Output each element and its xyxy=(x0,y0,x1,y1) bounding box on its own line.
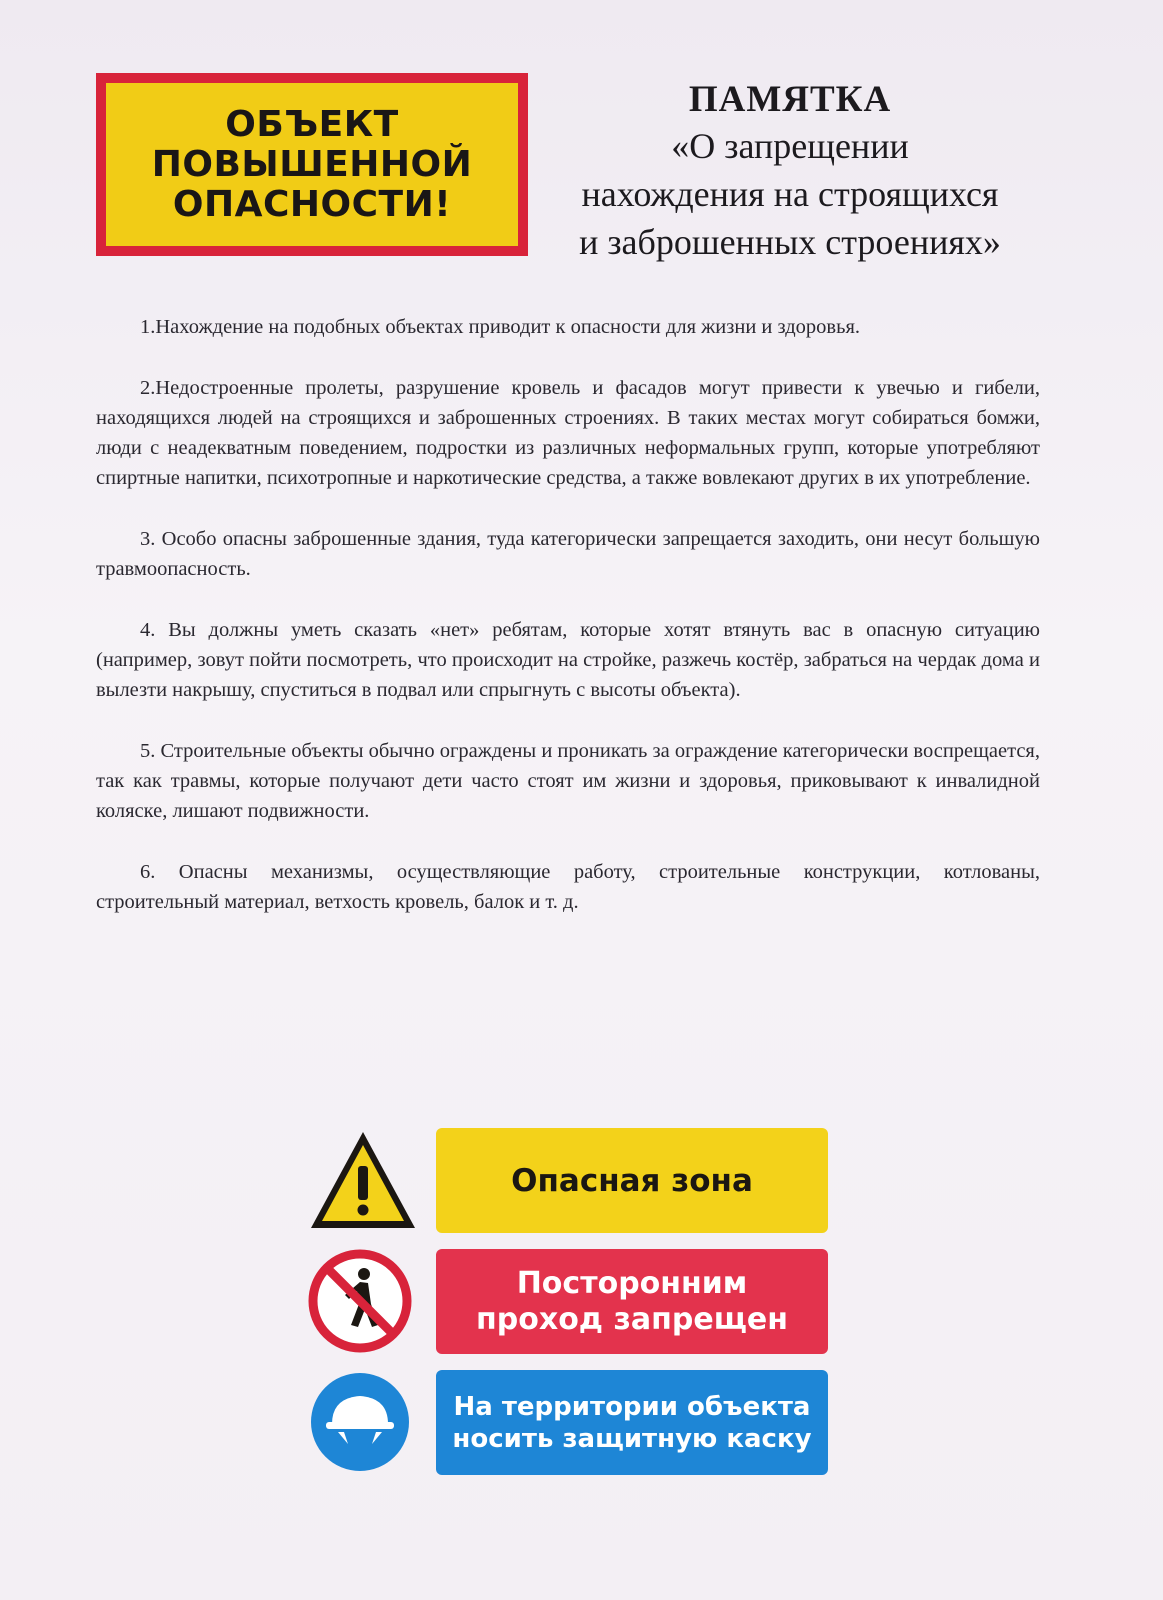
sign-text-line: проход запрещен xyxy=(476,1301,788,1337)
no-entry-person-icon xyxy=(308,1249,418,1354)
memo-paragraph-5: 5. Строительные объекты обычно ограждены и проникать за ограждение категорически воспрещается, так как травмы, которые получают дети часто стоят им жизни и здоровья, приковывают к инвалидной коляске, лишают подвижности. xyxy=(96,740,1040,822)
safety-signs xyxy=(308,1128,838,1491)
memo-paragraph-6: 6. Опасны механизмы, осуществляющие работу, строительные конструкции, котлованы, строительный материал, ветхость кровель, балок и т. д. xyxy=(96,861,1040,913)
memo-title: ПАМЯТКА xyxy=(688,79,892,120)
danger-sign xyxy=(96,73,528,256)
danger-sign-line: ПОВЫШЕННОЙ xyxy=(151,143,473,185)
sign-no-entry-label xyxy=(436,1249,828,1354)
danger-sign-line: ОПАСНОСТИ! xyxy=(172,183,452,225)
memo-body xyxy=(96,312,1040,948)
danger-sign-line: ОБЪЕКТ xyxy=(225,103,399,145)
sign-text-line: носить защитную каску xyxy=(452,1423,812,1454)
sign-text-line: На территории объекта xyxy=(453,1391,811,1422)
warning-triangle-icon xyxy=(308,1128,418,1233)
memo-subtitle-line: и заброшенных строениях» xyxy=(579,222,1001,262)
sign-text-line: Посторонним xyxy=(516,1265,748,1301)
memo-paragraph-3: 3. Особо опасны заброшенные здания, туда категорически запрещается заходить, они несут большую травмоопасность. xyxy=(96,528,1040,580)
hard-hat-icon xyxy=(308,1370,418,1475)
memo-paragraph-1: 1.Нахождение на подобных объектах приводит к опасности для жизни и здоровья. xyxy=(140,316,861,338)
memo-paragraph-4: 4. Вы должны уметь сказать «нет» ребятам, которые хотят втянуть вас в опасную ситуацию (например, зовут пойти посмотреть, что происходит на стройке, разжечь костёр, забраться на чердак дома и вылезти накрышу, спуститься в подвал или спрыгнуть с высоты объекта). xyxy=(96,619,1040,701)
memo-subtitle xyxy=(540,122,1040,266)
memo-paragraph-2: 2.Недостроенные пролеты, разрушение кровель и фасадов могут привести к увечью и гибели, находящихся людей на строящихся и заброшенных строениях. В таких местах могут собираться бомжи, люди с неадекватным поведением, подростки из различных неформальных групп, которые употребляют спиртные напитки, психотропные и наркотические средства, а также вовлекают других в их употребление. xyxy=(96,377,1040,489)
memo-subtitle-line: «О запрещении xyxy=(671,126,909,166)
danger-sign-text xyxy=(106,83,518,246)
sign-danger-zone xyxy=(308,1128,838,1233)
sign-no-entry xyxy=(308,1249,838,1354)
memo-subtitle-line: нахождения на строящихся xyxy=(581,174,999,214)
sign-danger-zone-label xyxy=(436,1128,828,1233)
sign-text-line: Опасная зона xyxy=(511,1162,753,1199)
sign-hard-hat-label xyxy=(436,1370,828,1475)
memo-heading xyxy=(540,78,1040,266)
sign-hard-hat xyxy=(308,1370,838,1475)
